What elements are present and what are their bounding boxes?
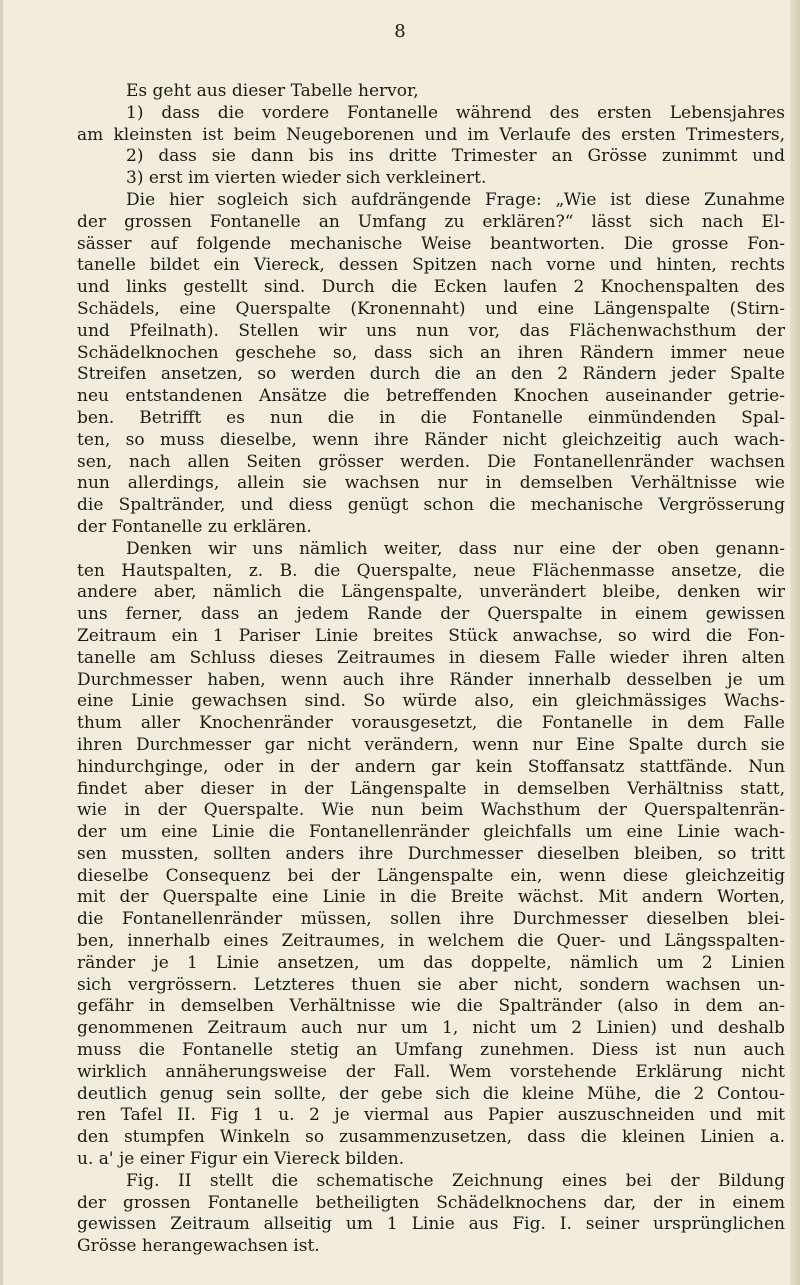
text-line: uns ferner, dass an jedem Rande der Querspalte in einem gewissen: [77, 604, 785, 625]
text-line: 2) dass sie dann bis ins dritte Trimester an Grösse zunimmt und: [126, 146, 785, 167]
text-line: die Fontanellenränder müssen, sollen ihre Durchmesser dieselben blei-: [77, 909, 785, 930]
text-line: mit der Querspalte eine Linie in die Breite wächst. Mit andern Worten,: [77, 887, 785, 908]
text-line: 1) dass die vordere Fontanelle während des ersten Lebensjahres: [126, 102, 785, 123]
text-line: Streifen ansetzen, so werden durch die an den 2 Rändern jeder Spalte: [77, 364, 785, 385]
text-line: Schädelknochen geschehe so, dass sich an ihren Rändern immer neue: [77, 342, 785, 363]
text-line: genommenen Zeitraum auch nur um 1, nicht um 2 Linien) und deshalb: [77, 1018, 785, 1039]
text-line: der grossen Fontanelle betheiligten Schädelknochens dar, der in einem: [77, 1192, 785, 1213]
text-line: findet aber dieser in der Längenspalte in demselben Verhältniss statt,: [77, 778, 785, 799]
text-line: ben. Betrifft es nun die in die Fontanelle einmündenden Spal-: [77, 407, 785, 428]
page-gutter-shadow: [790, 0, 800, 1285]
text-line: ren Tafel II. Fig 1 u. 2 je viermal aus Papier auszuschneiden und mit: [77, 1105, 785, 1126]
text-line: der um eine Linie die Fontanellenränder gleichfalls um eine Linie wach-: [77, 822, 785, 843]
text-line: ten, so muss dieselbe, wenn ihre Ränder nicht gleichzeitig auch wach-: [77, 429, 785, 450]
text-line: die Spaltränder, und diess genügt schon die mechanische Vergrösserung: [77, 495, 785, 516]
page-left-edge: [0, 0, 3, 1285]
text-line: Es geht aus dieser Tabelle hervor,: [126, 81, 419, 101]
text-line: wie in der Querspalte. Wie nun beim Wachsthum der Querspaltenrän-: [77, 800, 785, 821]
text-line: neu entstandenen Ansätze die betreffenden Knochen auseinander getrie-: [77, 386, 785, 407]
text-line: eine Linie gewachsen sind. So würde also, ein gleichmässiges Wachs-: [77, 691, 785, 712]
text-line: sich vergrössern. Letzteres thuen sie aber nicht, sondern wachsen un-: [77, 974, 785, 995]
text-line: gefähr in demselben Verhältnisse wie die Spaltränder (also in dem an-: [77, 996, 785, 1017]
text-line: ben, innerhalb eines Zeitraumes, in welchem die Quer- und Längsspalten-: [77, 931, 785, 952]
text-line: thum aller Knochenränder vorausgesetzt, die Fontanelle in dem Falle: [77, 713, 785, 734]
text-line: wirklich annäherungsweise der Fall. Wem vorstehende Erklärung nicht: [77, 1061, 785, 1082]
text-line: Zeitraum ein 1 Pariser Linie breites Stück anwachse, so wird die Fon-: [77, 625, 785, 646]
text-line: Die hier sogleich sich aufdrängende Frage: „Wie ist diese Zunahme: [126, 189, 785, 210]
text-line: Denken wir uns nämlich weiter, dass nur eine der oben genann-: [126, 538, 785, 559]
text-line: Grösse herangewachsen ist.: [77, 1236, 320, 1257]
text-line: ihren Durchmesser gar nicht verändern, wenn nur Eine Spalte durch sie: [77, 734, 785, 755]
text-line: muss die Fontanelle stetig an Umfang zunehmen. Diess ist nun auch: [77, 1040, 785, 1061]
text-line: und links gestellt sind. Durch die Ecken laufen 2 Knochenspalten des: [77, 277, 785, 298]
text-line: der grossen Fontanelle an Umfang zu erklären?“ lässt sich nach El-: [77, 211, 785, 232]
page-number: 8: [394, 21, 406, 42]
text-line: der Fontanelle zu erklären.: [77, 516, 312, 537]
text-line: andere aber, nämlich die Längenspalte, unverändert bleibe, denken wir: [77, 582, 785, 603]
text-line: u. a' je einer Figur ein Viereck bilden.: [77, 1149, 405, 1170]
text-line: sen, nach allen Seiten grösser werden. Die Fontanellenränder wachsen: [77, 451, 785, 472]
text-line: am kleinsten ist beim Neugeborenen und im Verlaufe des ersten Trimesters,: [77, 124, 785, 145]
text-line: den stumpfen Winkeln so zusammenzusetzen, dass die kleinen Linien a.: [77, 1127, 785, 1148]
text-line: und Pfeilnath). Stellen wir uns nun vor, das Flächenwachsthum der: [77, 320, 785, 341]
text-line: sen mussten, sollten anders ihre Durchmesser dieselben bleiben, so tritt: [77, 843, 785, 864]
text-line: tanelle bildet ein Viereck, dessen Spitzen nach vorne und hinten, rechts: [77, 255, 785, 276]
text-line: deutlich genug sein sollte, der gebe sich die kleine Mühe, die 2 Contou-: [77, 1083, 785, 1104]
body-text: [77, 81, 787, 1258]
text-line: sässer auf folgende mechanische Weise beantworten. Die grosse Fon-: [77, 233, 785, 254]
text-line: Fig. II stellt die schematische Zeichnung eines bei der Bildung: [126, 1170, 785, 1191]
text-line: tanelle am Schluss dieses Zeitraumes in diesem Falle wieder ihren alten: [77, 647, 785, 668]
text-line: Schädels, eine Querspalte (Kronennaht) und eine Längenspalte (Stirn-: [77, 298, 785, 319]
text-line: ränder je 1 Linie ansetzen, um das doppelte, nämlich um 2 Linien: [77, 952, 785, 973]
text-line: ten Hautspalten, z. B. die Querspalte, neue Flächenmasse ansetze, die: [77, 560, 785, 581]
text-line: Durchmesser haben, wenn auch ihre Ränder innerhalb desselben je um: [77, 669, 785, 690]
text-line: dieselbe Consequenz bei der Längenspalte ein, wenn diese gleichzeitig: [77, 865, 785, 886]
text-line: hindurchginge, oder in der andern gar kein Stoffansatz stattfände. Nun: [77, 756, 785, 777]
text-line: 3) erst im vierten wieder sich verkleinert.: [126, 168, 487, 189]
text-line: gewissen Zeitraum allseitig um 1 Linie aus Fig. I. seiner ursprünglichen: [77, 1214, 785, 1235]
text-line: nun allerdings, allein sie wachsen nur in demselben Verhältnisse wie: [77, 473, 785, 494]
